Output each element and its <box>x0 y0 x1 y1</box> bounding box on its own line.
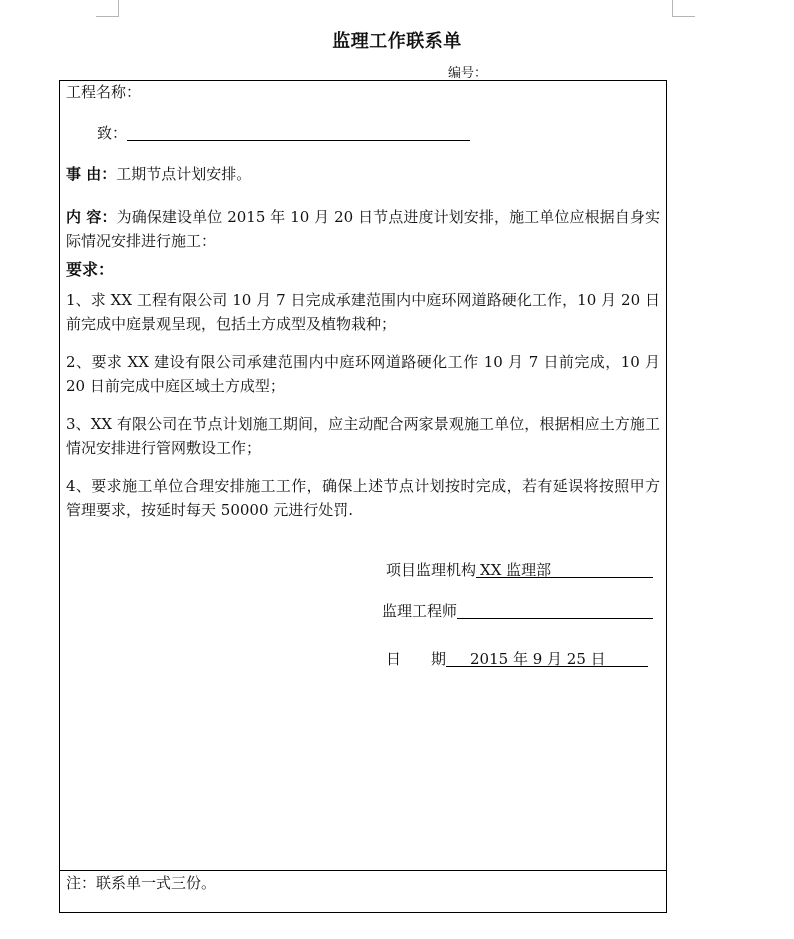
form-title: 监理工作联系单 <box>332 31 462 52</box>
supervising-engineer-value[interactable] <box>457 600 653 619</box>
requirement-item-4: 4、要求施工单位合理安排施工工作，确保上述节点计划按时完成，若有延误将按照甲方管理要求，按延时每天 50000 元进行处罚. <box>66 477 660 519</box>
supervision-org-row <box>386 559 653 580</box>
page-corner-mark-right <box>672 0 695 17</box>
page-corner-mark-left <box>96 0 119 17</box>
requirements-heading: 要求： <box>66 260 115 279</box>
project-name-label: 工程名称： <box>66 83 142 101</box>
content-paragraph <box>66 205 660 253</box>
date-label: 日 期 <box>386 650 447 668</box>
requirement-item-1: 1、求 XX 工程有限公司 10 月 7 日完成承建范围内中庭环网道路硬化工作，10 月 20 日前完成中庭景观呈现，包括土方成型及植物栽种； <box>66 291 660 333</box>
addressee-label: 致： <box>97 124 128 142</box>
serial-number-label: 编号： <box>448 66 488 81</box>
footer-note: 注：联系单一式三份。 <box>66 874 217 892</box>
supervision-org-value[interactable]: XX 监理部 <box>476 559 653 578</box>
addressee-row <box>97 121 470 145</box>
content-label: 内 容： <box>66 208 117 226</box>
supervising-engineer-label: 监理工程师 <box>382 602 458 620</box>
date-row <box>386 648 648 669</box>
supervising-engineer-row <box>382 600 653 621</box>
requirement-item-2: 2、要求 XX 建设有限公司承建范围内中庭环网道路硬化工作 10 月 7 日前完成，10 月 20 日前完成中庭区域土方成型； <box>66 353 660 395</box>
content-text: 为确保建设单位 2015 年 10 月 20 日节点进度计划安排，施工单位应根据自身实际情况安排进行施工： <box>66 208 660 250</box>
date-value[interactable]: 2015 年 9 月 25 日 <box>446 648 648 667</box>
matter-row <box>66 162 251 186</box>
requirement-item-3: 3、XX 有限公司在节点计划施工期间，应主动配合两家景观施工单位，根据相应土方施工情况安排进行管网敷设工作； <box>66 415 660 457</box>
matter-text: 工期节点计划安排。 <box>116 165 252 183</box>
supervision-org-label: 项目监理机构 <box>386 561 477 579</box>
addressee-blank[interactable] <box>127 121 470 141</box>
matter-label: 事 由： <box>66 165 117 183</box>
